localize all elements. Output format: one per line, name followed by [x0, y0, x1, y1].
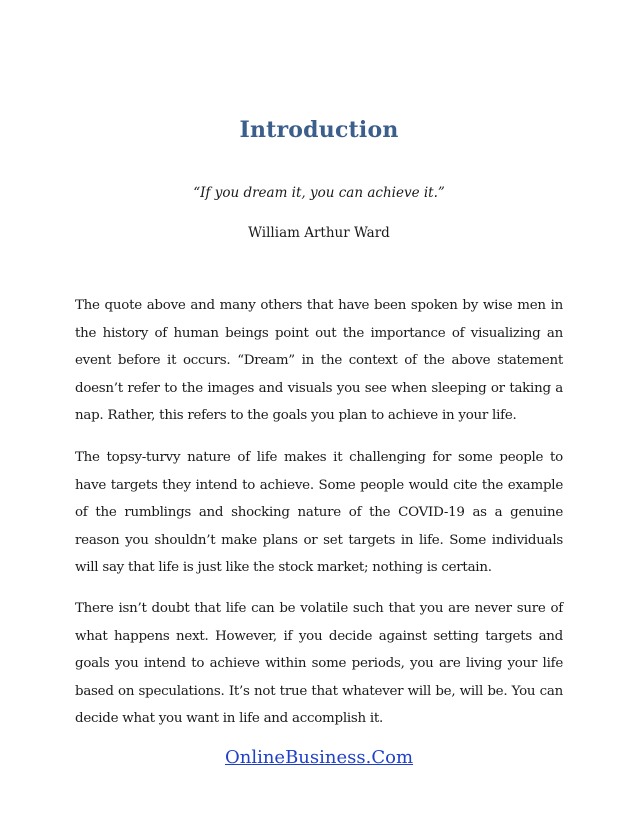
footer-website-link[interactable]: OnlineBusiness.Com	[224, 747, 414, 768]
page-title: Introduction	[239, 117, 399, 143]
paragraph-2: The topsy-turvy nature of life makes it challenging for some people to have targets they intend to achieve. Some people would cite the example of the rumblings and shocking nature of the COVID-19 as a genuine reason you shouldn’t make plans or set targets in life. Some individuals will say that life is just like the stock market; nothing is certain.	[75, 450, 563, 576]
quote-author: William Arthur Ward	[248, 225, 390, 241]
paragraph-1: The quote above and many others that have been spoken by wise men in the history of human beings point out the importance of visualizing an event before it occurs. “Dream” in the context of the above statement doesn’t refer to the images and visuals you see when sleeping or taking a nap. Rather, this refers to the goals you plan to achieve in your life.	[75, 298, 563, 424]
paragraph-3: There isn’t doubt that life can be volatile such that you are never sure of what happens next. However, if you decide against setting targets and goals you intend to achieve within some periods, you are living your life based on speculations. It’s not true that whatever will be, will be. You can decide what you want in life and accomplish it.	[75, 601, 563, 727]
footer	[0, 747, 638, 768]
epigraph-quote: “If you dream it, you can achieve it.”	[193, 185, 445, 201]
